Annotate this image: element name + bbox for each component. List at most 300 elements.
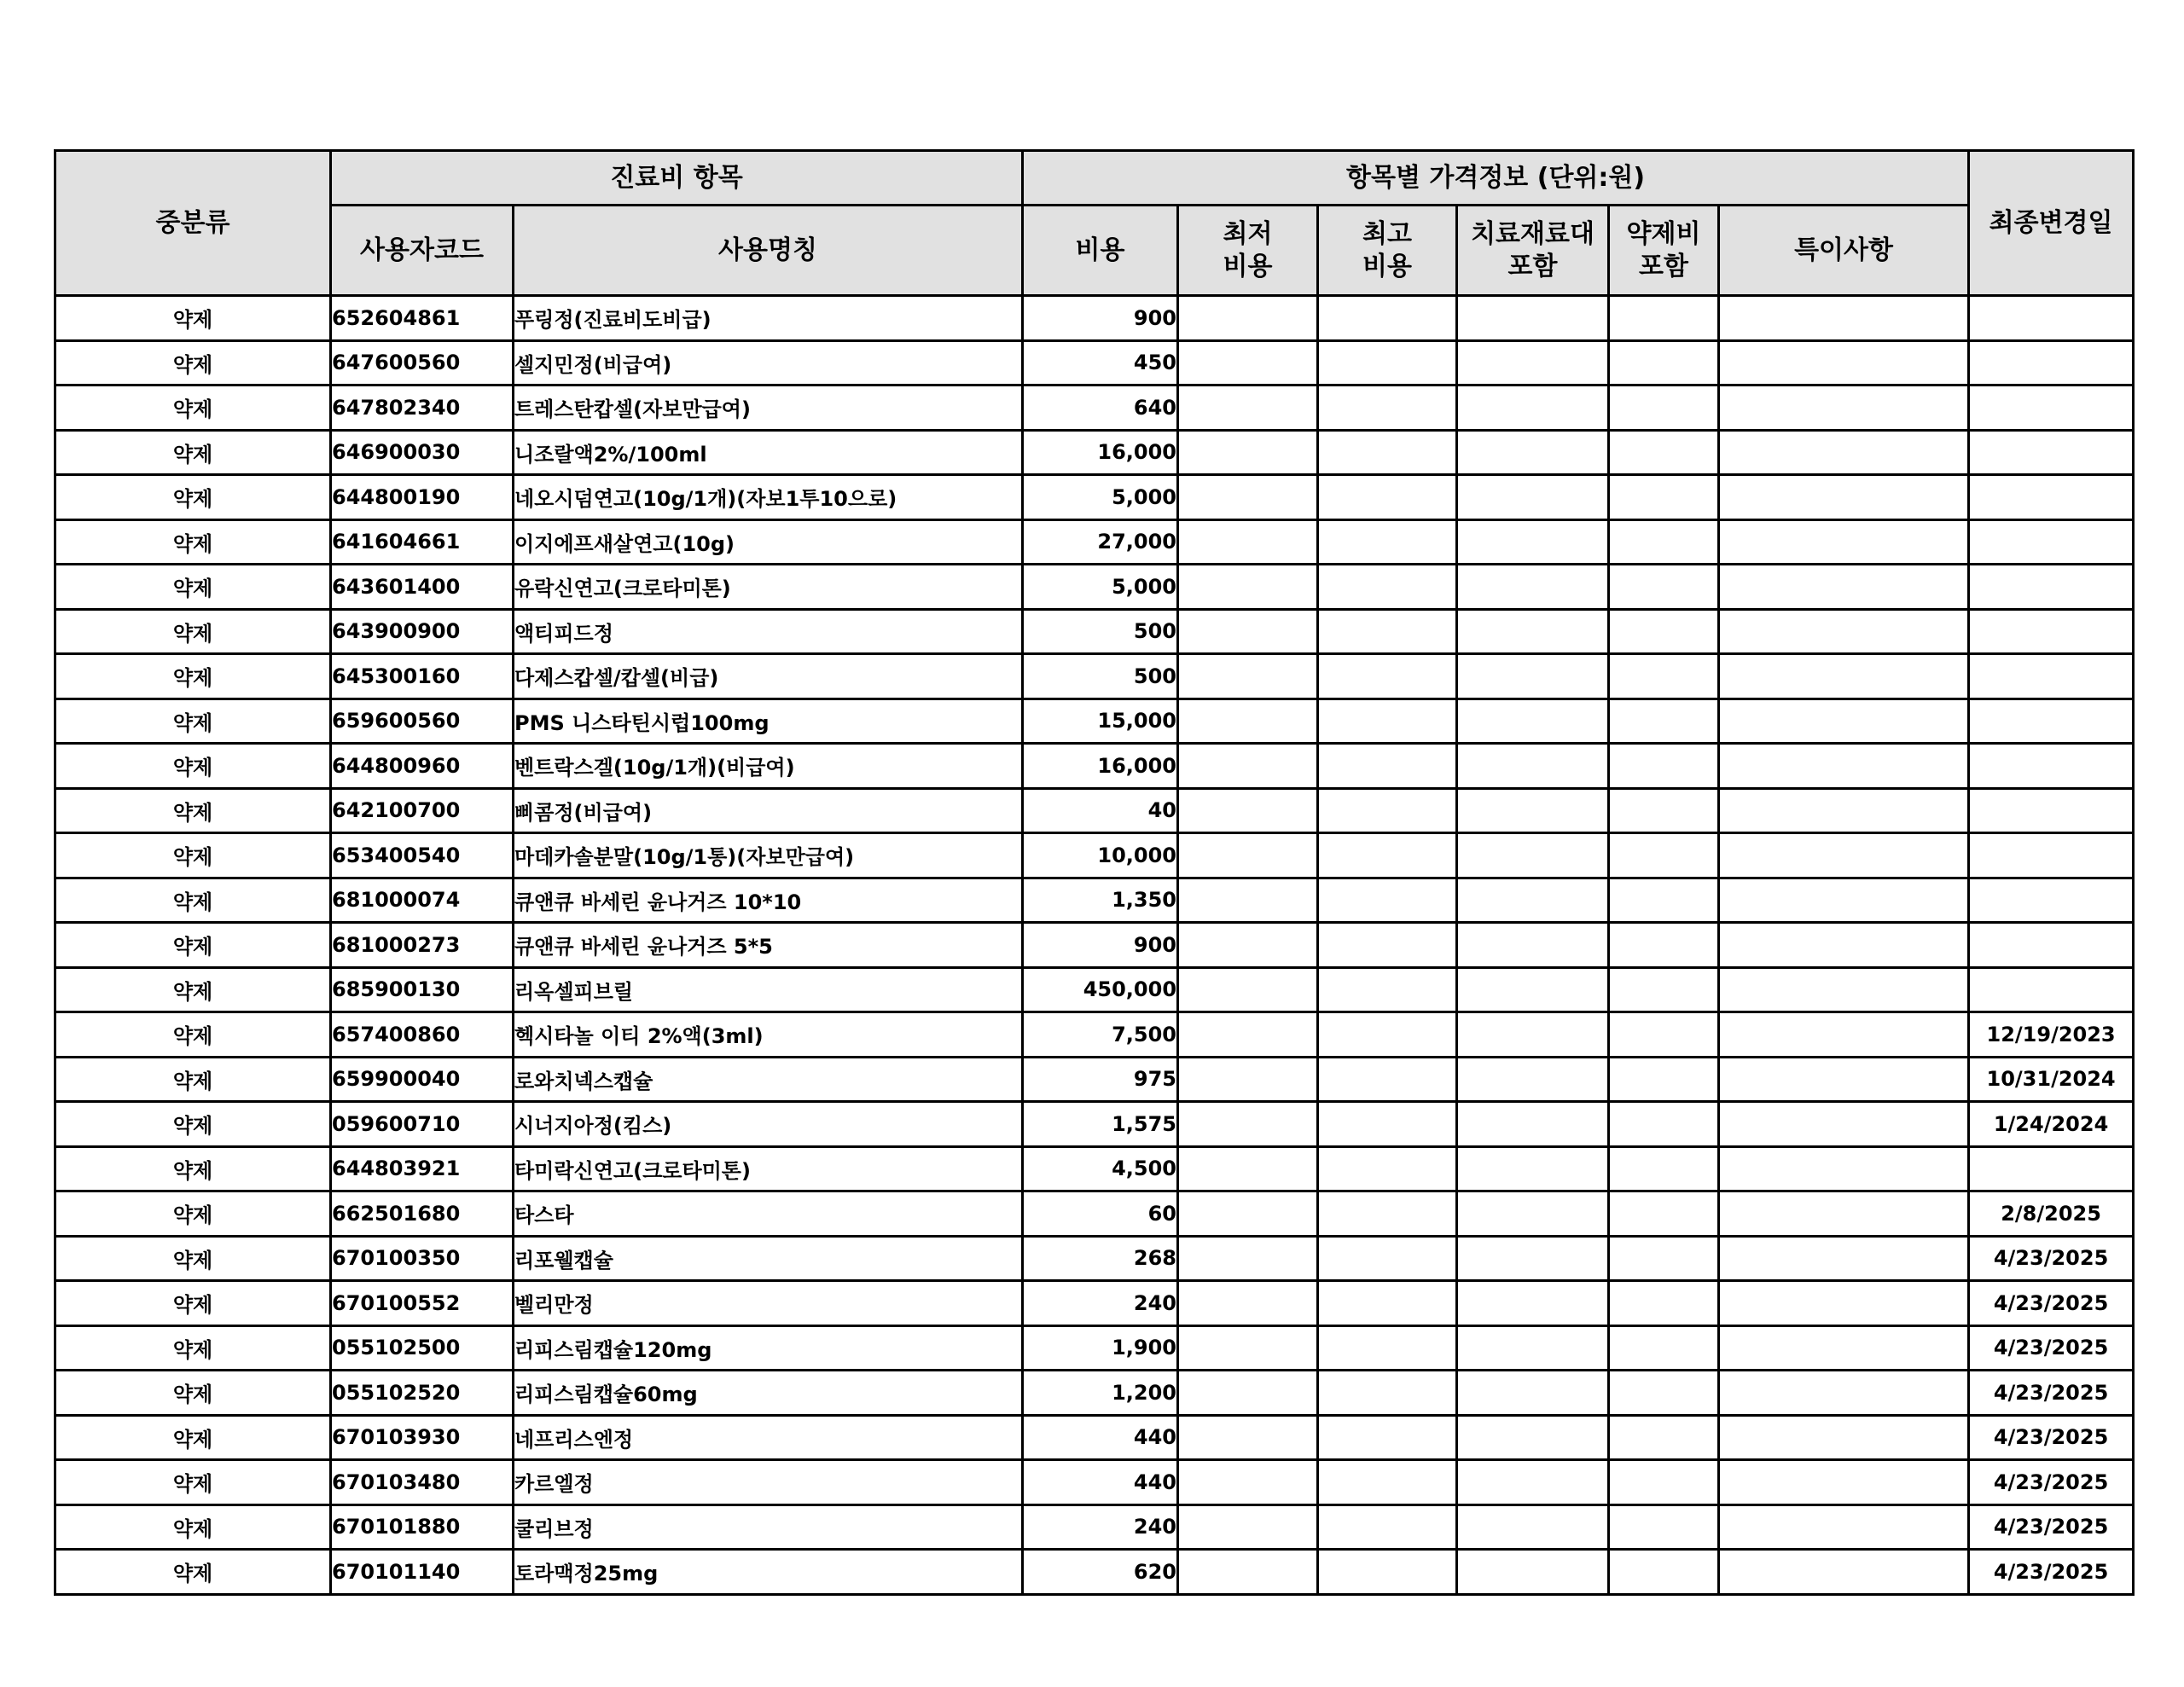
user-code-cell: 670100552	[331, 1281, 514, 1326]
user-name-cell: 쿨리브정	[514, 1504, 1023, 1550]
drug-included-cell	[1609, 565, 1719, 610]
cost-cell: 240	[1023, 1281, 1178, 1326]
table-row	[55, 1460, 2134, 1505]
notes-cell	[1719, 654, 1969, 699]
category-cell: 약제	[55, 519, 331, 565]
user-code-cell: 652604861	[331, 296, 514, 341]
category-cell: 약제	[55, 1102, 331, 1147]
last-modified-cell: 4/23/2025	[1969, 1415, 2134, 1460]
last-modified-cell	[1969, 699, 2134, 744]
min-cost-cell	[1178, 475, 1318, 520]
min-cost-cell	[1178, 1012, 1318, 1058]
drug-included-cell	[1609, 699, 1719, 744]
last-modified-cell	[1969, 296, 2134, 341]
notes-cell	[1719, 475, 1969, 520]
notes-cell	[1719, 1191, 1969, 1237]
max-cost-cell	[1318, 565, 1457, 610]
notes-cell	[1719, 878, 1969, 923]
drug-included-cell	[1609, 1281, 1719, 1326]
user-name-cell: 타스타	[514, 1191, 1023, 1237]
header-min-cost-line1: 최저	[1223, 218, 1273, 249]
notes-cell	[1719, 340, 1969, 386]
table-row	[55, 967, 2134, 1012]
material-included-cell	[1457, 565, 1609, 610]
user-name-cell: 큐앤큐 바세린 윤나거즈 5*5	[514, 923, 1023, 968]
table-row	[55, 609, 2134, 654]
min-cost-cell	[1178, 744, 1318, 789]
user-name-cell: 리피스림캡슐60mg	[514, 1371, 1023, 1416]
max-cost-cell	[1318, 923, 1457, 968]
drug-included-cell	[1609, 1012, 1719, 1058]
user-code-cell: 659900040	[331, 1057, 514, 1102]
category-cell: 약제	[55, 1191, 331, 1237]
min-cost-cell	[1178, 1371, 1318, 1416]
material-included-cell	[1457, 1102, 1609, 1147]
user-code-cell: 670101140	[331, 1550, 514, 1595]
min-cost-cell	[1178, 565, 1318, 610]
cost-cell: 60	[1023, 1191, 1178, 1237]
last-modified-cell: 4/23/2025	[1969, 1504, 2134, 1550]
drug-included-cell	[1609, 923, 1719, 968]
cost-cell: 27,000	[1023, 519, 1178, 565]
material-included-cell	[1457, 386, 1609, 431]
notes-cell	[1719, 699, 1969, 744]
user-code-cell: 685900130	[331, 967, 514, 1012]
header-user-code: 사용자코드	[331, 206, 514, 296]
table-row	[55, 1057, 2134, 1102]
last-modified-cell: 2/8/2025	[1969, 1191, 2134, 1237]
last-modified-cell	[1969, 430, 2134, 475]
min-cost-cell	[1178, 1236, 1318, 1281]
last-modified-cell: 4/23/2025	[1969, 1281, 2134, 1326]
category-cell: 약제	[55, 923, 331, 968]
max-cost-cell	[1318, 833, 1457, 878]
table-row	[55, 1102, 2134, 1147]
category-cell: 약제	[55, 340, 331, 386]
last-modified-cell: 4/23/2025	[1969, 1325, 2134, 1371]
last-modified-cell	[1969, 609, 2134, 654]
table-row	[55, 1371, 2134, 1416]
user-code-cell: 670103480	[331, 1460, 514, 1505]
max-cost-cell	[1318, 1371, 1457, 1416]
header-notes: 특이사항	[1719, 206, 1969, 296]
cost-cell: 500	[1023, 654, 1178, 699]
notes-cell	[1719, 1146, 1969, 1191]
notes-cell	[1719, 744, 1969, 789]
header-row-2	[55, 206, 2134, 296]
material-included-cell	[1457, 1236, 1609, 1281]
max-cost-cell	[1318, 699, 1457, 744]
user-name-cell: 이지에프새살연고(10g)	[514, 519, 1023, 565]
max-cost-cell	[1318, 1460, 1457, 1505]
cost-cell: 5,000	[1023, 565, 1178, 610]
max-cost-cell	[1318, 475, 1457, 520]
notes-cell	[1719, 967, 1969, 1012]
header-material-included	[1457, 206, 1609, 296]
max-cost-cell	[1318, 1504, 1457, 1550]
header-item-group: 진료비 항목	[331, 151, 1023, 206]
user-name-cell: 리옥셀피브릴	[514, 967, 1023, 1012]
min-cost-cell	[1178, 699, 1318, 744]
user-code-cell: 681000273	[331, 923, 514, 968]
user-code-cell: 643900900	[331, 609, 514, 654]
category-cell: 약제	[55, 475, 331, 520]
notes-cell	[1719, 1460, 1969, 1505]
category-cell: 약제	[55, 788, 331, 833]
last-modified-cell	[1969, 565, 2134, 610]
material-included-cell	[1457, 1460, 1609, 1505]
min-cost-cell	[1178, 340, 1318, 386]
cost-cell: 640	[1023, 386, 1178, 431]
min-cost-cell	[1178, 609, 1318, 654]
last-modified-cell	[1969, 386, 2134, 431]
last-modified-cell	[1969, 833, 2134, 878]
user-name-cell: 네프리스엔정	[514, 1415, 1023, 1460]
category-cell: 약제	[55, 833, 331, 878]
user-code-cell: 681000074	[331, 878, 514, 923]
cost-cell: 15,000	[1023, 699, 1178, 744]
last-modified-cell	[1969, 519, 2134, 565]
table-row	[55, 699, 2134, 744]
last-modified-cell	[1969, 475, 2134, 520]
header-drug-line2: 포함	[1639, 251, 1688, 281]
user-name-cell: 네오시덤연고(10g/1개)(자보1투10으로)	[514, 475, 1023, 520]
category-cell: 약제	[55, 1550, 331, 1595]
user-code-cell: 055102520	[331, 1371, 514, 1416]
cost-cell: 1,200	[1023, 1371, 1178, 1416]
material-included-cell	[1457, 296, 1609, 341]
notes-cell	[1719, 833, 1969, 878]
table-row	[55, 1325, 2134, 1371]
drug-included-cell	[1609, 475, 1719, 520]
min-cost-cell	[1178, 1325, 1318, 1371]
material-included-cell	[1457, 744, 1609, 789]
table-row	[55, 833, 2134, 878]
material-included-cell	[1457, 1504, 1609, 1550]
cost-cell: 450	[1023, 340, 1178, 386]
user-code-cell: 657400860	[331, 1012, 514, 1058]
drug-included-cell	[1609, 519, 1719, 565]
max-cost-cell	[1318, 1415, 1457, 1460]
user-code-cell: 670103930	[331, 1415, 514, 1460]
user-name-cell: PMS 니스타틴시럽100mg	[514, 699, 1023, 744]
max-cost-cell	[1318, 1191, 1457, 1237]
table-row	[55, 1146, 2134, 1191]
drug-included-cell	[1609, 833, 1719, 878]
notes-cell	[1719, 430, 1969, 475]
user-code-cell: 642100700	[331, 788, 514, 833]
material-included-cell	[1457, 1371, 1609, 1416]
material-included-cell	[1457, 654, 1609, 699]
max-cost-cell	[1318, 1057, 1457, 1102]
user-name-cell: 벤트락스겔(10g/1개)(비급여)	[514, 744, 1023, 789]
notes-cell	[1719, 1504, 1969, 1550]
drug-included-cell	[1609, 1236, 1719, 1281]
fee-table	[54, 149, 2135, 1596]
user-name-cell: 리포웰캡슐	[514, 1236, 1023, 1281]
notes-cell	[1719, 1371, 1969, 1416]
table-row	[55, 1504, 2134, 1550]
drug-included-cell	[1609, 1102, 1719, 1147]
category-cell: 약제	[55, 1012, 331, 1058]
min-cost-cell	[1178, 878, 1318, 923]
category-cell: 약제	[55, 878, 331, 923]
category-cell: 약제	[55, 1057, 331, 1102]
max-cost-cell	[1318, 340, 1457, 386]
user-name-cell: 셀지민정(비급여)	[514, 340, 1023, 386]
notes-cell	[1719, 1550, 1969, 1595]
max-cost-cell	[1318, 1550, 1457, 1595]
min-cost-cell	[1178, 833, 1318, 878]
user-name-cell: 토라맥정25mg	[514, 1550, 1023, 1595]
max-cost-cell	[1318, 519, 1457, 565]
table-row	[55, 475, 2134, 520]
category-cell: 약제	[55, 386, 331, 431]
min-cost-cell	[1178, 788, 1318, 833]
table-row	[55, 1281, 2134, 1326]
header-last-modified: 최종변경일	[1969, 151, 2134, 296]
max-cost-cell	[1318, 1012, 1457, 1058]
drug-included-cell	[1609, 1057, 1719, 1102]
notes-cell	[1719, 923, 1969, 968]
user-name-cell: 리피스림캡슐120mg	[514, 1325, 1023, 1371]
material-included-cell	[1457, 475, 1609, 520]
min-cost-cell	[1178, 1415, 1318, 1460]
cost-cell: 10,000	[1023, 833, 1178, 878]
user-name-cell: 카르엘정	[514, 1460, 1023, 1505]
table-row	[55, 430, 2134, 475]
header-drug-line1: 약제비	[1626, 218, 1701, 249]
material-included-cell	[1457, 788, 1609, 833]
last-modified-cell	[1969, 878, 2134, 923]
max-cost-cell	[1318, 1236, 1457, 1281]
max-cost-cell	[1318, 296, 1457, 341]
max-cost-cell	[1318, 1325, 1457, 1371]
user-code-cell: 644800960	[331, 744, 514, 789]
drug-included-cell	[1609, 340, 1719, 386]
table-row	[55, 340, 2134, 386]
min-cost-cell	[1178, 430, 1318, 475]
notes-cell	[1719, 1415, 1969, 1460]
user-name-cell: 유락신연고(크로타미톤)	[514, 565, 1023, 610]
table-row	[55, 1012, 2134, 1058]
material-included-cell	[1457, 923, 1609, 968]
category-cell: 약제	[55, 654, 331, 699]
category-cell: 약제	[55, 1281, 331, 1326]
notes-cell	[1719, 609, 1969, 654]
header-min-cost	[1178, 206, 1318, 296]
max-cost-cell	[1318, 386, 1457, 431]
cost-cell: 5,000	[1023, 475, 1178, 520]
user-code-cell: 643601400	[331, 565, 514, 610]
material-included-cell	[1457, 1281, 1609, 1326]
notes-cell	[1719, 1236, 1969, 1281]
user-name-cell: 니조랄액2%/100ml	[514, 430, 1023, 475]
category-cell: 약제	[55, 967, 331, 1012]
user-code-cell: 055102500	[331, 1325, 514, 1371]
material-included-cell	[1457, 609, 1609, 654]
notes-cell	[1719, 788, 1969, 833]
drug-included-cell	[1609, 1504, 1719, 1550]
user-code-cell: 644800190	[331, 475, 514, 520]
material-included-cell	[1457, 1325, 1609, 1371]
drug-included-cell	[1609, 1550, 1719, 1595]
min-cost-cell	[1178, 923, 1318, 968]
user-name-cell: 액티피드정	[514, 609, 1023, 654]
material-included-cell	[1457, 340, 1609, 386]
last-modified-cell	[1969, 654, 2134, 699]
header-cost: 비용	[1023, 206, 1178, 296]
notes-cell	[1719, 1102, 1969, 1147]
max-cost-cell	[1318, 788, 1457, 833]
drug-included-cell	[1609, 654, 1719, 699]
header-material-line2: 포함	[1507, 251, 1558, 281]
drug-included-cell	[1609, 967, 1719, 1012]
table-row	[55, 296, 2134, 341]
category-cell: 약제	[55, 1146, 331, 1191]
max-cost-cell	[1318, 1281, 1457, 1326]
table-row	[55, 386, 2134, 431]
material-included-cell	[1457, 1146, 1609, 1191]
user-name-cell: 타미락신연고(크로타미톤)	[514, 1146, 1023, 1191]
min-cost-cell	[1178, 1504, 1318, 1550]
drug-included-cell	[1609, 1415, 1719, 1460]
user-code-cell: 059600710	[331, 1102, 514, 1147]
drug-included-cell	[1609, 1146, 1719, 1191]
cost-cell: 975	[1023, 1057, 1178, 1102]
cost-cell: 440	[1023, 1460, 1178, 1505]
material-included-cell	[1457, 1057, 1609, 1102]
user-name-cell: 헥시타놀 이티 2%액(3ml)	[514, 1012, 1023, 1058]
material-included-cell	[1457, 1012, 1609, 1058]
table-row	[55, 654, 2134, 699]
user-name-cell: 트레스탄캅셀(자보만급여)	[514, 386, 1023, 431]
table-row	[55, 744, 2134, 789]
category-cell: 약제	[55, 1460, 331, 1505]
user-code-cell: 641604661	[331, 519, 514, 565]
header-user-name: 사용명칭	[514, 206, 1023, 296]
drug-included-cell	[1609, 430, 1719, 475]
last-modified-cell: 4/23/2025	[1969, 1550, 2134, 1595]
min-cost-cell	[1178, 1146, 1318, 1191]
cost-cell: 620	[1023, 1550, 1178, 1595]
drug-included-cell	[1609, 296, 1719, 341]
material-included-cell	[1457, 833, 1609, 878]
drug-included-cell	[1609, 1460, 1719, 1505]
drug-included-cell	[1609, 609, 1719, 654]
last-modified-cell: 4/23/2025	[1969, 1460, 2134, 1505]
table-row	[55, 788, 2134, 833]
category-cell: 약제	[55, 430, 331, 475]
max-cost-cell	[1318, 967, 1457, 1012]
cost-cell: 1,350	[1023, 878, 1178, 923]
category-cell: 약제	[55, 1371, 331, 1416]
cost-cell: 4,500	[1023, 1146, 1178, 1191]
last-modified-cell: 4/23/2025	[1969, 1371, 2134, 1416]
user-name-cell: 시너지아정(킴스)	[514, 1102, 1023, 1147]
user-code-cell: 670100350	[331, 1236, 514, 1281]
category-cell: 약제	[55, 1325, 331, 1371]
last-modified-cell: 10/31/2024	[1969, 1057, 2134, 1102]
user-code-cell: 670101880	[331, 1504, 514, 1550]
cost-cell: 268	[1023, 1236, 1178, 1281]
header-max-cost-line2: 비용	[1362, 251, 1412, 281]
max-cost-cell	[1318, 878, 1457, 923]
drug-included-cell	[1609, 878, 1719, 923]
cost-cell: 16,000	[1023, 744, 1178, 789]
category-cell: 약제	[55, 609, 331, 654]
notes-cell	[1719, 565, 1969, 610]
min-cost-cell	[1178, 654, 1318, 699]
max-cost-cell	[1318, 744, 1457, 789]
last-modified-cell	[1969, 744, 2134, 789]
category-cell: 약제	[55, 1504, 331, 1550]
user-code-cell: 645300160	[331, 654, 514, 699]
cost-cell: 900	[1023, 296, 1178, 341]
user-name-cell: 마데카솔분말(10g/1통)(자보만급여)	[514, 833, 1023, 878]
user-code-cell: 647802340	[331, 386, 514, 431]
max-cost-cell	[1318, 654, 1457, 699]
drug-included-cell	[1609, 744, 1719, 789]
material-included-cell	[1457, 1191, 1609, 1237]
category-cell: 약제	[55, 296, 331, 341]
max-cost-cell	[1318, 1146, 1457, 1191]
table-row	[55, 1415, 2134, 1460]
min-cost-cell	[1178, 1191, 1318, 1237]
user-code-cell: 647600560	[331, 340, 514, 386]
table-row	[55, 1550, 2134, 1595]
user-name-cell: 큐앤큐 바세린 윤나거즈 10*10	[514, 878, 1023, 923]
last-modified-cell: 4/23/2025	[1969, 1236, 2134, 1281]
cost-cell: 500	[1023, 609, 1178, 654]
cost-cell: 1,575	[1023, 1102, 1178, 1147]
user-code-cell: 662501680	[331, 1191, 514, 1237]
notes-cell	[1719, 296, 1969, 341]
category-cell: 약제	[55, 744, 331, 789]
cost-cell: 40	[1023, 788, 1178, 833]
drug-included-cell	[1609, 1325, 1719, 1371]
category-cell: 약제	[55, 699, 331, 744]
cost-cell: 900	[1023, 923, 1178, 968]
notes-cell	[1719, 1281, 1969, 1326]
max-cost-cell	[1318, 1102, 1457, 1147]
last-modified-cell	[1969, 1146, 2134, 1191]
cost-cell: 1,900	[1023, 1325, 1178, 1371]
max-cost-cell	[1318, 609, 1457, 654]
table-body	[55, 296, 2134, 1595]
user-name-cell: 푸링정(진료비도비급)	[514, 296, 1023, 341]
cost-cell: 450,000	[1023, 967, 1178, 1012]
notes-cell	[1719, 1057, 1969, 1102]
notes-cell	[1719, 386, 1969, 431]
user-code-cell: 659600560	[331, 699, 514, 744]
last-modified-cell	[1969, 967, 2134, 1012]
material-included-cell	[1457, 1415, 1609, 1460]
drug-included-cell	[1609, 1191, 1719, 1237]
last-modified-cell	[1969, 923, 2134, 968]
header-max-cost-line1: 최고	[1362, 218, 1412, 249]
min-cost-cell	[1178, 1057, 1318, 1102]
min-cost-cell	[1178, 519, 1318, 565]
category-cell: 약제	[55, 565, 331, 610]
last-modified-cell: 1/24/2024	[1969, 1102, 2134, 1147]
header-row-1	[55, 151, 2134, 206]
material-included-cell	[1457, 967, 1609, 1012]
min-cost-cell	[1178, 1460, 1318, 1505]
table-row	[55, 923, 2134, 968]
category-cell: 약제	[55, 1236, 331, 1281]
min-cost-cell	[1178, 1102, 1318, 1147]
